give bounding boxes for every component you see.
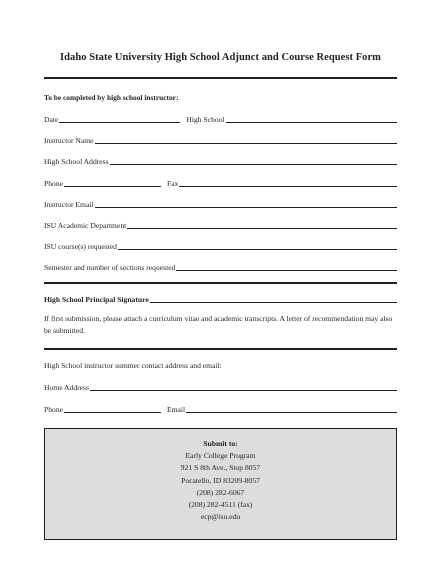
high-school-field[interactable] bbox=[226, 115, 397, 123]
isu-courses-row bbox=[44, 239, 397, 251]
instructor-email-field[interactable] bbox=[95, 200, 397, 208]
home-address-label: Home Address bbox=[44, 383, 89, 392]
submit-email[interactable]: ecp@isu.edu bbox=[200, 512, 241, 522]
form-title: Idaho State University High School Adjunct and Course Request Form bbox=[60, 52, 381, 63]
high-school-address-label: High School Address bbox=[44, 157, 109, 166]
semester-sections-field[interactable] bbox=[176, 263, 397, 271]
isu-department-field[interactable] bbox=[127, 221, 397, 229]
email-label: Email bbox=[166, 405, 186, 414]
isu-department-label: ISU Academic Department bbox=[44, 221, 127, 230]
phone-fax-row bbox=[44, 176, 397, 188]
date-label: Date bbox=[44, 115, 59, 124]
title-divider bbox=[44, 77, 397, 79]
summer-contact-heading: High School instructor summer contact address and email: bbox=[44, 361, 222, 370]
principal-signature-field[interactable] bbox=[150, 295, 397, 303]
high-school-address-row bbox=[44, 154, 397, 166]
instructor-email-row bbox=[44, 197, 397, 209]
instructor-email-label: Instructor Email bbox=[44, 200, 94, 209]
high-school-label: High School bbox=[186, 115, 225, 124]
instructor-section-heading: To be completed by high school instructor: bbox=[44, 93, 179, 102]
attachment-note: If first submission, please attach a curriculum vitae and academic transcripts. A letter of recommendation may also be submitted. bbox=[44, 314, 393, 335]
isu-department-row bbox=[44, 218, 397, 230]
home-address-field[interactable] bbox=[90, 383, 397, 391]
isu-courses-label: ISU course(s) requested bbox=[44, 242, 117, 251]
home-address-row bbox=[44, 380, 397, 392]
section-divider-1 bbox=[44, 282, 397, 284]
section-divider-2 bbox=[44, 348, 397, 350]
phone-field[interactable] bbox=[64, 179, 161, 187]
instructor-name-row bbox=[44, 133, 397, 145]
date-field[interactable] bbox=[59, 115, 180, 123]
date-high-school-row bbox=[44, 112, 397, 124]
submit-fax: (208) 282-4511 (fax) bbox=[188, 500, 253, 510]
semester-sections-row bbox=[44, 260, 397, 272]
email-field[interactable] bbox=[186, 405, 397, 413]
phone-label: Phone bbox=[44, 179, 63, 188]
instructor-name-field[interactable] bbox=[95, 136, 397, 144]
submit-phone: (208) 282-6067 bbox=[196, 487, 245, 497]
submit-street: 921 S 8th Ave., Stop 8057 bbox=[180, 463, 261, 473]
isu-courses-field[interactable] bbox=[118, 242, 397, 250]
submit-to-box bbox=[44, 428, 397, 540]
submit-program: Early College Program bbox=[185, 451, 256, 461]
submit-heading: Submit to: bbox=[203, 439, 238, 448]
phone2-label: Phone bbox=[44, 405, 63, 414]
principal-signature-row bbox=[44, 292, 397, 304]
phone-email-row bbox=[44, 402, 397, 414]
instructor-name-label: Instructor Name bbox=[44, 136, 94, 145]
fax-label: Fax bbox=[166, 179, 179, 188]
submit-city: Pocatello, ID 83209-8057 bbox=[181, 475, 260, 485]
high-school-address-field[interactable] bbox=[110, 157, 397, 165]
phone2-field[interactable] bbox=[64, 405, 161, 413]
semester-sections-label: Semester and number of sections requested bbox=[44, 263, 176, 272]
fax-field[interactable] bbox=[179, 179, 397, 187]
principal-signature-label: High School Principal Signature bbox=[44, 295, 149, 304]
